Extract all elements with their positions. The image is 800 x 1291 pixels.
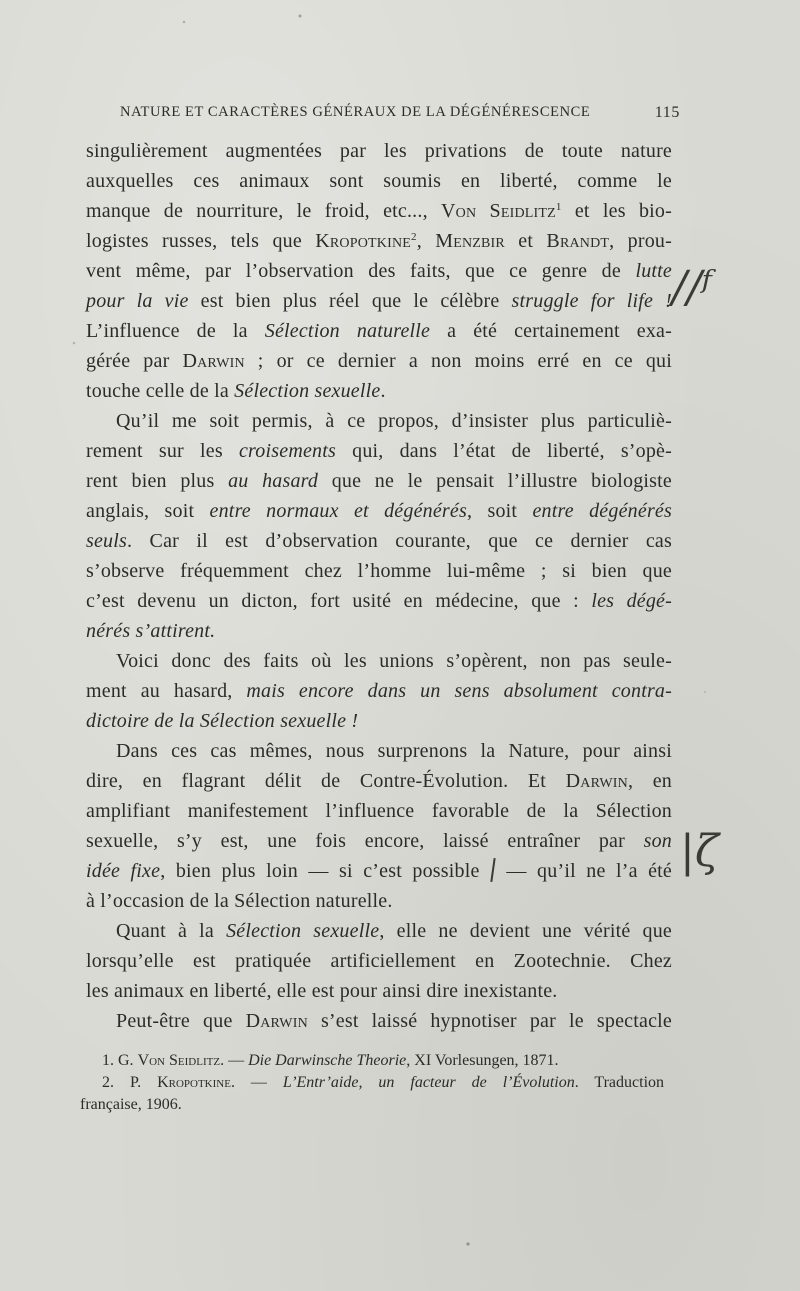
text-line: Peut-être que Darwin s’est laissé hypnotiser par le spectacle <box>116 1010 672 1032</box>
text-line: c’est devenu un dicton, fort usité en médecine, que : les dégé- <box>86 590 672 612</box>
footnote-ref: 1 <box>555 201 562 213</box>
footnote-ref: 2 <box>411 231 417 243</box>
text-line: les animaux en liberté, elle est pour ainsi dire inexistante. <box>86 980 558 1002</box>
text-line: lorsqu’elle est pratiquée artificiellement en Zootechnie. Chez <box>86 950 672 972</box>
text-line: logistes russes, tels que Kropotkine$^2$, Menzbir et Brandt, prou- <box>86 230 672 252</box>
footnote: 2. P. Kropotkine. — L’Entr’aide, un facteur de l’Évolution. Traduction <box>102 1074 665 1091</box>
text-line: anglais, soit entre normaux et dégénérés, soit entre dégénérés <box>86 500 672 522</box>
footnote: française, 1906. <box>80 1096 182 1113</box>
text-line: auxquelles ces animaux sont soumis en liberté, comme le <box>86 170 672 192</box>
text-line: sexuelle, s’y est, une fois encore, laissé entraîner par son <box>86 830 672 852</box>
author-name: Menzbir <box>435 230 505 252</box>
text-line: Voici donc des faits où les unions s’opèrent, non pas seule- <box>116 650 672 672</box>
author-name: Darwin <box>565 770 628 792</box>
text-line: pour la vie est bien plus réel que le célèbre struggle for life ! <box>86 290 673 312</box>
text-line: touche celle de la Sélection sexuelle. <box>86 380 386 402</box>
author-name: Darwin <box>182 350 245 372</box>
footnote: 1. G. Von Seidlitz. — Die Darwinsche Theorie, XI Vorlesungen, 1871. <box>102 1052 559 1069</box>
text-line: rement sur les croisements qui, dans l’état de liberté, s’opè- <box>86 440 672 462</box>
text-line: gérée par Darwin ; or ce dernier a non moins erré en ce qui <box>86 350 672 372</box>
running-head-title: NATURE ET CARACTÈRES GÉNÉRAUX DE LA DÉGÉNÉRESCENCE <box>120 104 591 120</box>
text-line: Qu’il me soit permis, à ce propos, d’insister plus particuliè- <box>116 410 672 432</box>
text-line: nérés s’attirent. <box>86 620 216 642</box>
text-line: Quant à la Sélection sexuelle, elle ne devient une vérité que <box>116 920 673 942</box>
author-name: Darwin <box>245 1010 308 1032</box>
text-line: manque de nourriture, le froid, etc..., Von Seidlitz$^1$ et les bio- <box>86 200 672 222</box>
author-name: Von Seidlitz <box>441 200 556 222</box>
text-line: dire, en flagrant délit de Contre-Évolution. Et Darwin, en <box>86 770 672 792</box>
handwritten-margin-note: |ζ <box>680 826 719 877</box>
text-line: dictoire de la Sélection sexuelle ! <box>86 710 359 732</box>
text-line: idée fixe, bien plus loin — si c’est possible — qu’il ne l’a été <box>86 856 672 886</box>
text-line: ment au hasard, mais encore dans un sens absolument contra- <box>86 680 672 702</box>
text-line: Dans ces cas mêmes, nous surprenons la Nature, pour ainsi <box>116 740 672 762</box>
text-line: singulièrement augmentées par les privations de toute nature <box>86 140 672 162</box>
text-line: rent bien plus au hasard que ne le pensait l’illustre biologiste <box>86 470 672 492</box>
text-line: s’observe fréquemment chez l’homme lui-même ; si bien que <box>86 560 672 582</box>
text-line: seuls. Car il est d’observation courante, que ce dernier cas <box>86 530 672 552</box>
page-number: 115 <box>654 104 680 121</box>
text-line: à l’occasion de la Sélection naturelle. <box>86 890 393 912</box>
author-name: Brandt <box>546 230 610 252</box>
text-line: L’influence de la Sélection naturelle a été certainement exa- <box>86 320 672 342</box>
text-line: amplifiant manifestement l’influence favorable de la Sélection <box>86 800 672 822</box>
handwritten-margin-note: //ᶠ <box>672 262 712 313</box>
author-name: Kropotkine <box>315 230 412 252</box>
text-line: vent même, par l’observation des faits, que ce genre de lutte <box>86 260 672 282</box>
